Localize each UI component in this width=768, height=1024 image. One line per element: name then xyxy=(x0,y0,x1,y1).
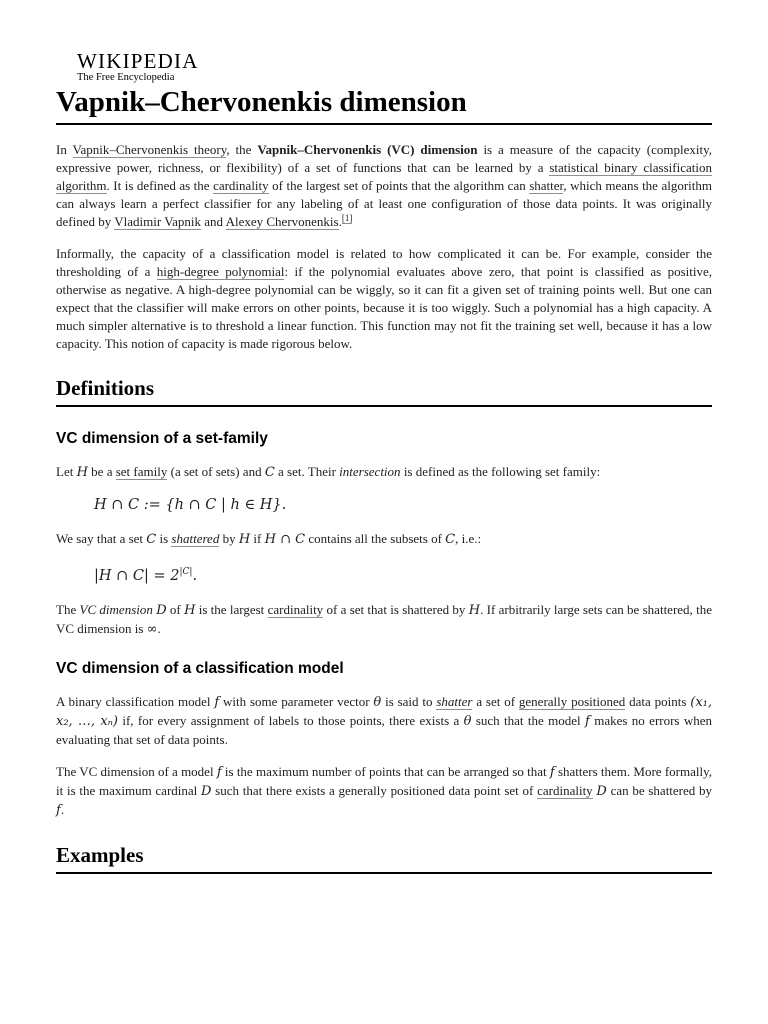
text: data points xyxy=(625,693,691,709)
math-D: D xyxy=(596,783,607,799)
section-heading-examples: Examples xyxy=(56,842,712,874)
text: A binary classification model xyxy=(56,693,215,709)
text: The VC dimension of a model xyxy=(56,763,217,779)
text: shatters them. More formally, it is the maximum cardinal xyxy=(56,763,712,798)
math-f: f xyxy=(216,764,222,780)
text: if, for every assignment of labels to those points, there exists a xyxy=(118,712,464,728)
text: is said to xyxy=(381,693,437,709)
term-intersection: intersection xyxy=(339,464,401,479)
reference-1[interactable]: [1] xyxy=(341,212,353,223)
setfamily-paragraph-3 xyxy=(56,601,712,639)
text: We say that a set xyxy=(56,531,147,546)
math-H: H xyxy=(238,532,251,547)
text: with some parameter vector xyxy=(219,693,374,709)
text: by xyxy=(219,531,239,546)
text: and xyxy=(201,214,226,229)
math-theta: θ xyxy=(463,713,472,729)
math-D: D xyxy=(201,783,212,799)
article-body xyxy=(56,141,712,896)
link-shatter[interactable] xyxy=(436,694,472,710)
setfamily-paragraph-1 xyxy=(56,463,712,482)
equation-exponent: |C| xyxy=(179,567,193,577)
text: . It is defined as the xyxy=(106,178,214,193)
text: : if the polynomial evaluates above zero, that point is classified as positive, otherwise as negative. A high-degree polynomial can be wiggly, so it can fit a given set of training points well. But one can expect that the classifier will make errors on other points, because it is too wiggly. Such a polynomial has a high capacity. A much simpler alternative is to threshold a linear function. This function may not fit the training set well, because it has a low capacity. This notion of capacity is made rigorous below. xyxy=(56,264,712,351)
math-f: f xyxy=(549,764,555,780)
text: a set of xyxy=(472,693,519,709)
text: can be shattered by xyxy=(606,782,713,798)
text: . If arbitrarily large sets can be shattered, the VC dimension is xyxy=(56,601,712,636)
equation-lhs: |H ∩ C| = 2 xyxy=(94,567,180,584)
math-C: C xyxy=(146,532,157,547)
logo-wordmark: WIKIPEDIA xyxy=(77,49,199,73)
math-infinity: ∞ xyxy=(146,621,158,637)
math-H: H xyxy=(184,602,196,618)
text: Informally, the capacity of a classification model is related to how complicated it can be. For example, consider the thresholding of a xyxy=(56,246,712,279)
link-alexey-chervonenkis[interactable]: Alexey Chervonenkis xyxy=(225,214,339,229)
text: contains all the subsets of xyxy=(305,531,446,546)
link-shatter[interactable]: shatter xyxy=(529,178,564,193)
text: is a measure of the capacity (complexity, expressive power, richness, or flexibility) of a set of functions that can be learned by a xyxy=(56,142,712,175)
link-cardinality[interactable]: cardinality xyxy=(267,601,324,617)
text: is xyxy=(156,531,172,546)
subsection-heading-classification-model: VC dimension of a classification model xyxy=(56,659,344,677)
text: . xyxy=(338,214,342,229)
text: The xyxy=(56,601,80,617)
section-heading-definitions: Definitions xyxy=(56,375,712,407)
link-shattered[interactable] xyxy=(171,531,219,547)
text: of xyxy=(166,601,185,617)
text: is the largest xyxy=(195,601,268,617)
text: (a set of sets) and xyxy=(167,464,265,479)
link-cardinality[interactable]: cardinality xyxy=(213,178,269,193)
text: . xyxy=(157,620,161,636)
text: is the maximum number of points that can be arranged so that xyxy=(221,763,550,779)
setfamily-paragraph-2 xyxy=(56,530,712,549)
equation-end: . xyxy=(192,567,198,584)
equation-intersection: H ∩ C := {h ∩ C | h ∈ H}. xyxy=(94,497,287,513)
math-theta: θ xyxy=(373,694,382,710)
text: . xyxy=(60,801,65,817)
link-generally-positioned[interactable]: generally positioned xyxy=(518,693,626,709)
model-paragraph-1 xyxy=(56,693,712,749)
math-D: D xyxy=(156,602,167,618)
term-vc-dimension: Vapnik–Chervonenkis (VC) dimension xyxy=(257,142,478,157)
text: a set. Their xyxy=(274,464,340,479)
text: such that there exists a generally positioned data point set of xyxy=(211,782,538,798)
link-cardinality[interactable]: cardinality xyxy=(537,782,593,798)
term-vc-dimension: VC dimension xyxy=(79,601,153,617)
math-H: H xyxy=(468,602,481,618)
text: such that the model xyxy=(471,712,586,728)
model-paragraph-2 xyxy=(56,763,712,820)
link-text: shattered xyxy=(171,531,220,546)
math-C: C xyxy=(264,465,275,480)
wikipedia-logo[interactable] xyxy=(77,50,199,84)
equation-shattering xyxy=(94,563,712,585)
text: is defined as the following set family: xyxy=(400,464,601,479)
text: if xyxy=(250,531,265,546)
text: , which means the algorithm can always learn a perfect classifier for any labeling of at least one configuration of those data points. It was originally defined by xyxy=(56,178,712,229)
text: of a set that is shattered by xyxy=(323,601,469,617)
math-f: f xyxy=(214,694,220,710)
text: be a xyxy=(87,464,116,479)
logo-tagline: The Free Encyclopedia xyxy=(77,72,175,83)
math-f: f xyxy=(585,713,590,729)
link-text: shatter xyxy=(436,693,473,709)
text: In xyxy=(56,142,73,157)
page-title: Vapnik–Chervonenkis dimension xyxy=(56,84,712,125)
intro-paragraph-2 xyxy=(56,245,712,353)
text: of the largest set of points that the algorithm can xyxy=(268,178,530,193)
math-H-cap-C: H ∩ C xyxy=(264,532,306,547)
link-high-degree-polynomial[interactable]: high-degree polynomial xyxy=(156,264,285,279)
text: Let xyxy=(56,464,77,479)
math-f: f xyxy=(56,802,61,818)
link-vladimir-vapnik[interactable]: Vladimir Vapnik xyxy=(114,214,202,229)
link-statistical-binary-classification[interactable]: statistical binary classification xyxy=(549,160,712,175)
text: , the xyxy=(226,142,258,157)
math-C: C xyxy=(445,532,456,547)
link-vc-theory[interactable]: Vapnik–Chervonenkis theory xyxy=(72,142,227,157)
math-data-points: (x₁, x₂, …, xₙ) xyxy=(56,694,713,729)
text: makes no errors when evaluating that set of data points. xyxy=(56,712,713,747)
link-algorithm[interactable]: algorithm xyxy=(56,178,107,193)
link-set-family[interactable]: set family xyxy=(115,464,168,479)
text: , i.e.: xyxy=(455,531,482,546)
math-H: H xyxy=(76,465,88,480)
intro-paragraph-1 xyxy=(56,141,712,231)
subsection-heading-set-family: VC dimension of a set-family xyxy=(56,430,268,447)
